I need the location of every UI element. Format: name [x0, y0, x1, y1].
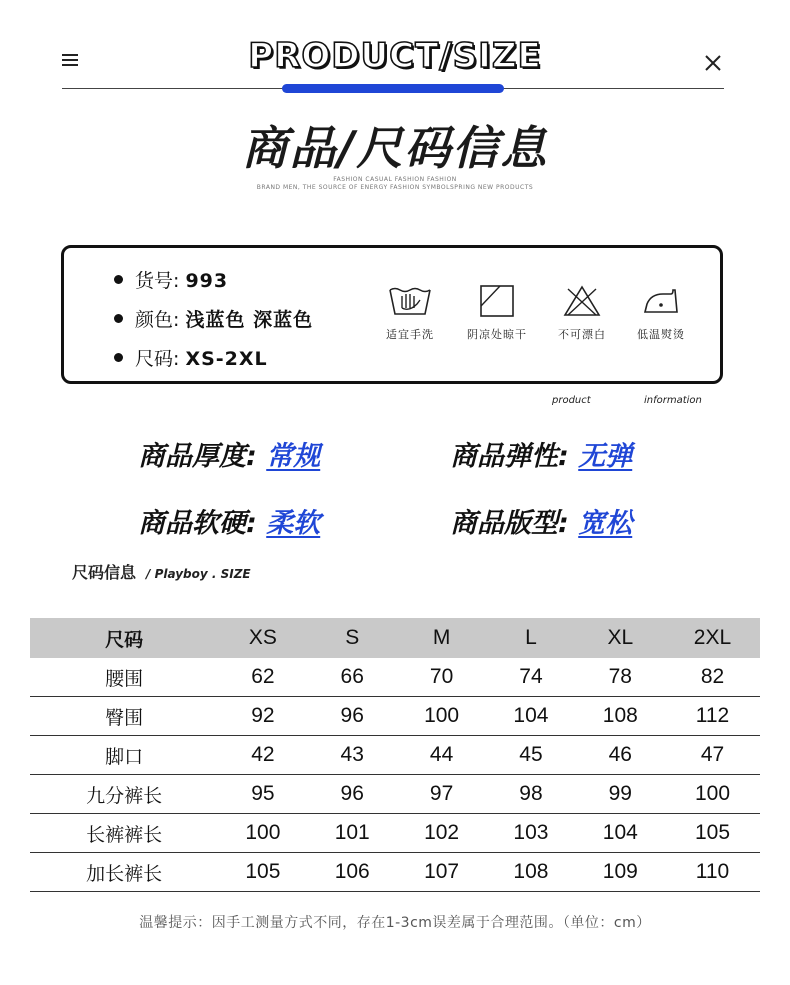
item-number-label: 货号:: [135, 270, 180, 292]
table-cell: 105: [665, 814, 760, 853]
table-row: [30, 775, 760, 814]
table-cell: 102: [397, 814, 486, 853]
size-header-xl: XL: [576, 618, 665, 658]
care-label-hand-wash: 适宜手洗: [386, 328, 434, 341]
no-bleach-icon: [562, 284, 602, 318]
tagline-1: FASHION CASUAL FASHION FASHION: [333, 176, 457, 183]
table-cell: 47: [665, 736, 760, 775]
table-cell: 105: [218, 853, 307, 892]
low-iron-icon: [641, 284, 681, 318]
table-cell: 108: [576, 697, 665, 736]
table-cell: 96: [308, 697, 397, 736]
table-cell: 107: [397, 853, 486, 892]
table-cell: 74: [486, 658, 575, 697]
table-row: [30, 814, 760, 853]
table-row-label: 腰围: [30, 658, 218, 697]
thickness-label: 商品厚度:: [138, 441, 257, 472]
size-info-heading: [72, 560, 251, 583]
size-header-label: 尺码: [30, 618, 218, 658]
shade-dry-icon: [478, 284, 516, 318]
color-value: 浅蓝色 深蓝色: [185, 309, 314, 331]
fit-label: 商品版型:: [450, 508, 569, 539]
table-cell: 108: [486, 853, 575, 892]
fit-value: 宽松: [578, 508, 633, 539]
product-info-box: [61, 245, 723, 384]
table-cell: 66: [308, 658, 397, 697]
table-cell: 45: [486, 736, 575, 775]
size-range-value: XS-2XL: [185, 348, 268, 370]
table-row-label: 脚口: [30, 736, 218, 775]
table-row-label: 九分裤长: [30, 775, 218, 814]
table-cell: 103: [486, 814, 575, 853]
care-label-low-iron: 低温熨烫: [637, 328, 685, 341]
size-header-xs: XS: [218, 618, 307, 658]
softness-label: 商品软硬:: [138, 508, 257, 539]
size-header-s: S: [308, 618, 397, 658]
softness-value: 柔软: [266, 508, 321, 539]
table-cell: 95: [218, 775, 307, 814]
page-title: 商品/尺码信息: [241, 121, 549, 175]
footer-note: 温馨提示：因手工测量方式不同，存在1-3cm误差属于合理范围。（单位：cm）: [139, 915, 651, 931]
hand-wash-icon: [387, 284, 433, 318]
thickness-value: 常规: [266, 441, 321, 472]
color-row: [114, 305, 313, 332]
table-row-label: 加长裤长: [30, 853, 218, 892]
item-number-value: 993: [185, 270, 229, 292]
table-cell: 42: [218, 736, 307, 775]
size-header-2xl: 2XL: [665, 618, 760, 658]
table-cell: 92: [218, 697, 307, 736]
care-item-no-bleach: [542, 284, 622, 342]
header-title: PRODUCT/SIZE: [248, 36, 542, 76]
table-cell: 99: [576, 775, 665, 814]
table-cell: 106: [308, 853, 397, 892]
table-cell: 104: [486, 697, 575, 736]
table-cell: 112: [665, 697, 760, 736]
table-cell: 100: [665, 775, 760, 814]
table-row-label: 臀围: [30, 697, 218, 736]
table-cell: 109: [576, 853, 665, 892]
fit-attribute: [450, 501, 632, 540]
elasticity-attribute: [450, 434, 632, 473]
product-label: product: [552, 395, 591, 406]
table-cell: 100: [218, 814, 307, 853]
table-cell: 104: [576, 814, 665, 853]
size-range-row: [114, 344, 268, 371]
table-cell: 82: [665, 658, 760, 697]
table-cell: 62: [218, 658, 307, 697]
size-table-header-row: [30, 618, 760, 658]
color-label: 颜色:: [135, 309, 180, 331]
table-cell: 70: [397, 658, 486, 697]
table-row: [30, 736, 760, 775]
care-item-hand-wash: [370, 284, 450, 342]
table-row-label: 长裤裤长: [30, 814, 218, 853]
care-label-no-bleach: 不可漂白: [558, 328, 606, 341]
size-info-subtitle: / Playboy . SIZE: [146, 567, 251, 581]
care-label-shade-dry: 阴凉处晾干: [467, 328, 527, 341]
size-range-label: 尺码:: [135, 348, 180, 370]
table-cell: 44: [397, 736, 486, 775]
close-icon[interactable]: [703, 53, 723, 73]
table-cell: 97: [397, 775, 486, 814]
size-header-m: M: [397, 618, 486, 658]
table-row: [30, 697, 760, 736]
table-row: [30, 658, 760, 697]
care-item-shade-dry: [457, 284, 537, 342]
elasticity-value: 无弹: [578, 441, 633, 472]
size-header-l: L: [486, 618, 575, 658]
header-accent-bar: [282, 84, 504, 93]
size-table: [30, 618, 760, 892]
table-cell: 78: [576, 658, 665, 697]
table-cell: 96: [308, 775, 397, 814]
item-number-row: [114, 266, 228, 293]
table-cell: 98: [486, 775, 575, 814]
information-label: information: [644, 395, 702, 406]
tagline-2: BRAND MEN, THE SOURCE OF ENERGY FASHION SYMBOLSPRING NEW PRODUCTS: [256, 184, 534, 191]
table-row: [30, 853, 760, 892]
thickness-attribute: [138, 434, 320, 473]
size-info-title: 尺码信息: [72, 563, 137, 582]
table-cell: 46: [576, 736, 665, 775]
care-item-low-iron: [621, 284, 701, 342]
table-cell: 101: [308, 814, 397, 853]
elasticity-label: 商品弹性:: [450, 441, 569, 472]
table-cell: 110: [665, 853, 760, 892]
softness-attribute: [138, 501, 320, 540]
table-cell: 100: [397, 697, 486, 736]
table-cell: 43: [308, 736, 397, 775]
